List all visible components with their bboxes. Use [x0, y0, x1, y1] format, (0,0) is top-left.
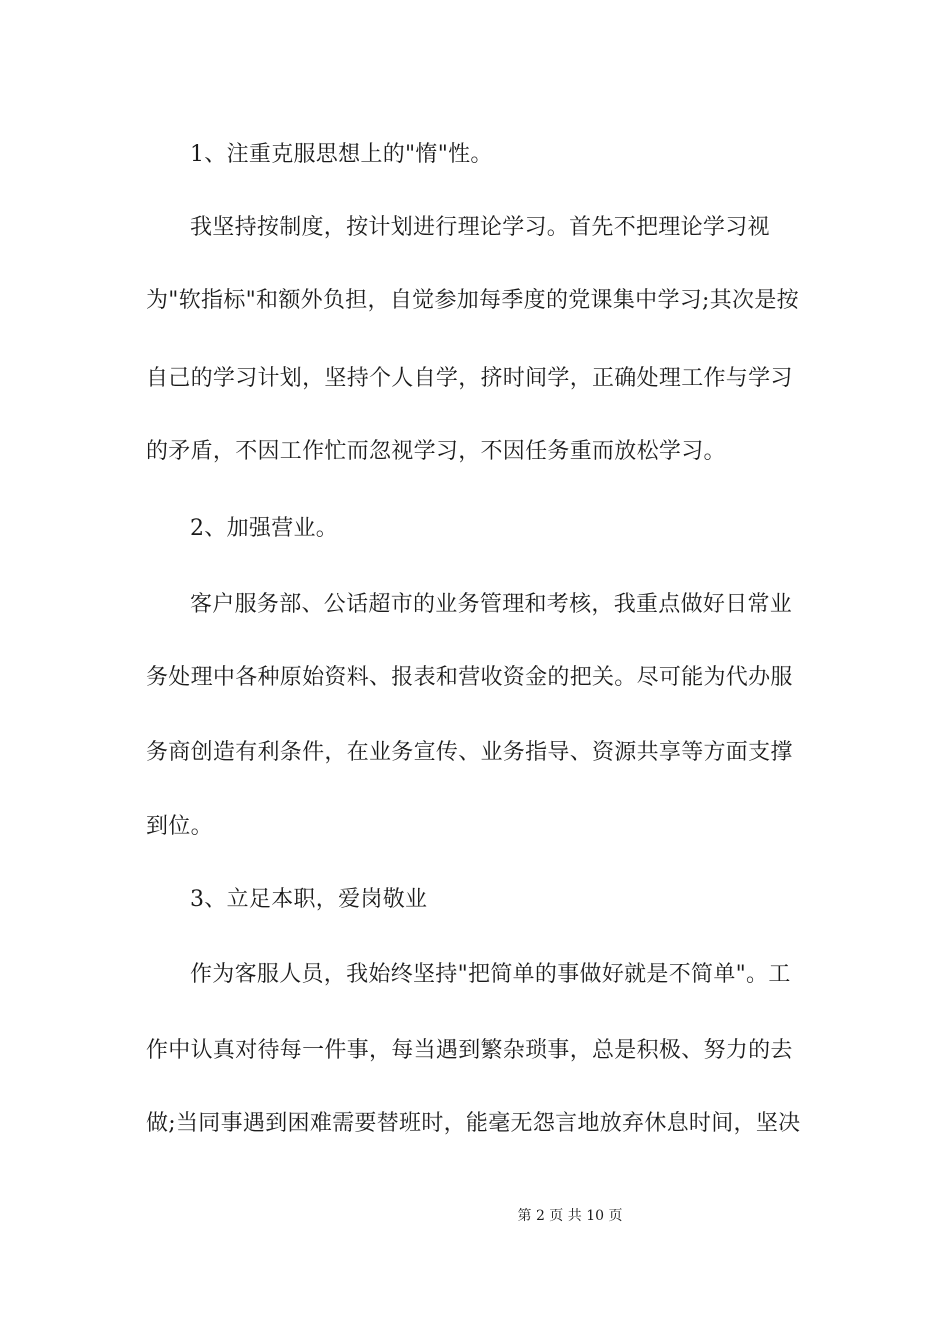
section-heading-1: 1、注重克服思想上的"惰"性。	[190, 142, 493, 167]
paragraph-line: 客户服务部、公话超市的业务管理和考核，我重点做好日常业	[190, 592, 793, 617]
paragraph-line: 我坚持按制度，按计划进行理论学习。首先不把理论学习视	[190, 215, 770, 240]
paragraph-line: 作中认真对待每一件事，每当遇到繁杂琐事，总是积极、努力的去	[146, 1038, 793, 1063]
page-footer	[0, 1206, 950, 1226]
paragraph-line: 到位。	[146, 814, 213, 839]
paragraph-line: 为"软指标"和额外负担，自觉参加每季度的党课集中学习;其次是按	[146, 288, 799, 313]
paragraph-line: 做;当同事遇到困难需要替班时，能毫无怨言地放弃休息时间，坚决	[146, 1111, 801, 1136]
paragraph-line: 作为客服人员，我始终坚持"把简单的事做好就是不简单"。工	[190, 962, 791, 987]
paragraph-line: 务商创造有利条件，在业务宣传、业务指导、资源共享等方面支撑	[146, 740, 793, 765]
paragraph-line: 自己的学习计划，坚持个人自学，挤时间学，正确处理工作与学习	[146, 366, 793, 391]
paragraph-line: 务处理中各种原始资料、报表和营收资金的把关。尽可能为代办服	[146, 665, 793, 690]
page-number-label: 第 2 页 共 10 页	[517, 1208, 623, 1224]
paragraph-line: 的矛盾，不因工作忙而忽视学习，不因任务重而放松学习。	[146, 439, 726, 464]
section-heading-2: 2、加强营业。	[190, 516, 339, 541]
section-heading-3: 3、立足本职，爱岗敬业	[190, 887, 428, 912]
